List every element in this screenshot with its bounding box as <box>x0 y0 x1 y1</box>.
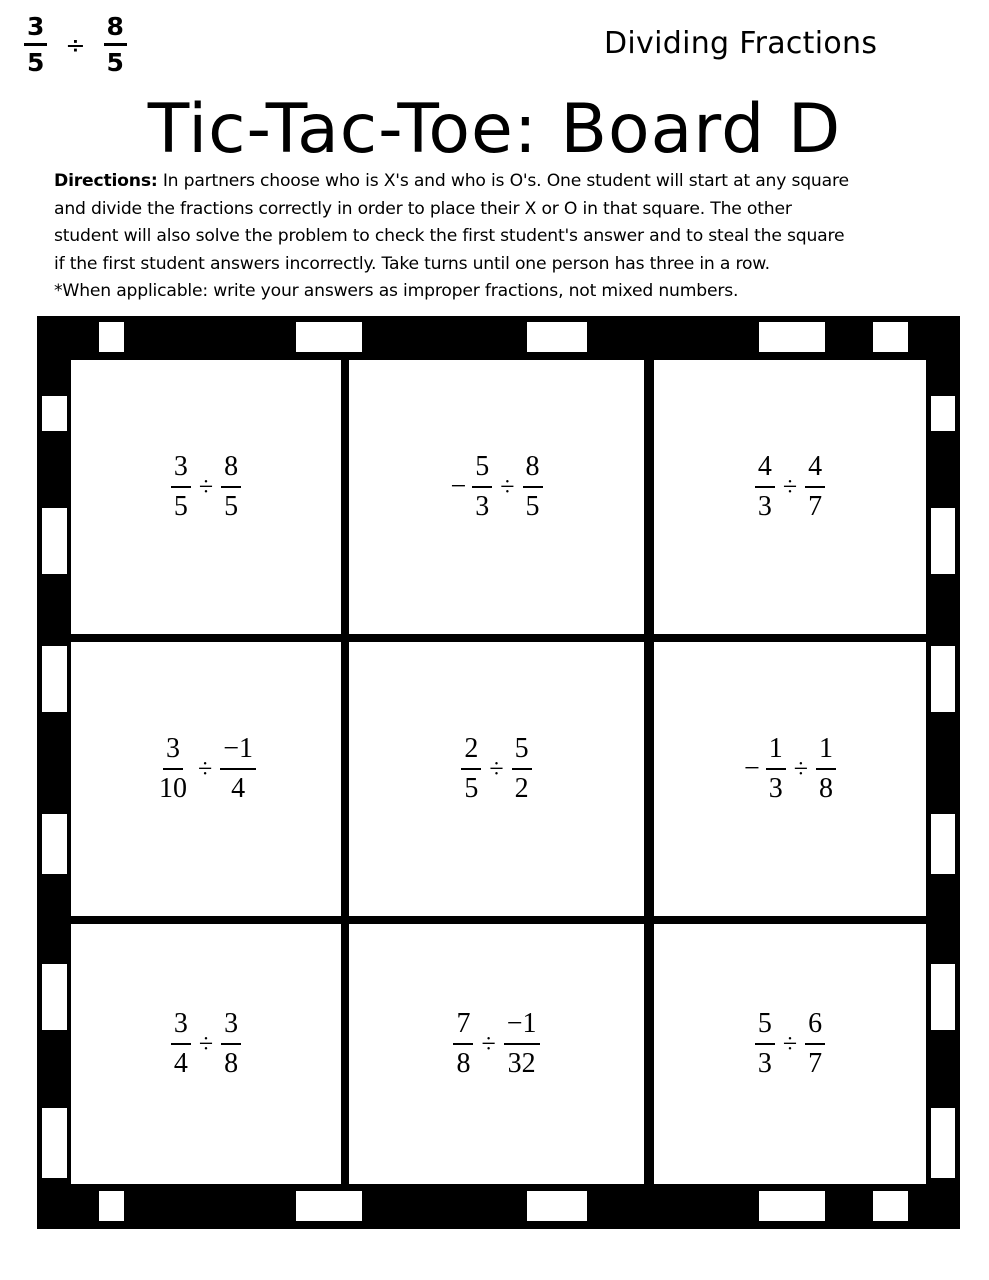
divisor-fraction <box>504 1010 540 1078</box>
numerator: 4 <box>805 453 825 488</box>
logo-fraction <box>24 14 127 75</box>
dividend-fraction <box>461 735 481 803</box>
directions-line: if the first student answers incorrectly. Take turns until one person has three in a row. <box>54 253 770 274</box>
divisor-fraction <box>816 735 836 803</box>
divisor-fraction <box>221 453 241 521</box>
border-slot <box>873 322 908 352</box>
denominator: 5 <box>464 773 479 804</box>
denominator: 32 <box>507 1048 536 1079</box>
denominator: 3 <box>475 491 490 522</box>
board-cell[interactable] <box>654 642 926 916</box>
denominator: 4 <box>173 1048 188 1079</box>
division-sign: ÷ <box>500 472 515 501</box>
dividend-fraction <box>156 735 190 803</box>
denominator: 2 <box>514 773 529 804</box>
division-sign: ÷ <box>198 472 214 501</box>
board-cell[interactable] <box>349 924 644 1184</box>
division-problem <box>171 453 241 521</box>
denominator: 5 <box>224 491 239 522</box>
numerator: 3 <box>221 1010 241 1045</box>
border-slot <box>99 1191 124 1221</box>
denominator: 3 <box>757 1048 772 1079</box>
numerator: 3 <box>163 735 183 770</box>
directions-line <box>54 168 964 196</box>
border-slot <box>42 814 67 874</box>
division-sign: ÷ <box>198 1029 214 1058</box>
denominator: 5 <box>27 48 45 77</box>
directions-line: *When applicable: write your answers as improper fractions, not mixed numbers. <box>54 281 739 301</box>
numerator: 2 <box>461 735 481 770</box>
dividend-fraction <box>766 735 786 803</box>
border-slot <box>931 508 955 574</box>
numerator: 5 <box>472 453 492 488</box>
directions <box>54 168 964 306</box>
border-slot <box>931 646 955 712</box>
division-sign: ÷ <box>197 754 213 783</box>
border-slot <box>873 1191 908 1221</box>
denominator: 5 <box>173 491 188 522</box>
numerator: 3 <box>171 453 191 488</box>
directions-label: Directions: <box>54 171 158 191</box>
division-problem <box>461 735 531 803</box>
numerator: 8 <box>104 14 127 46</box>
numerator: 7 <box>453 1010 473 1045</box>
denominator: 8 <box>456 1048 471 1079</box>
divisor-fraction <box>805 1010 825 1078</box>
border-slot <box>931 814 955 874</box>
division-problem <box>450 453 542 521</box>
denominator: 3 <box>757 491 772 522</box>
directions-line: student will also solve the problem to check the first student's answer and to steal the square <box>54 226 845 246</box>
divisor-fraction <box>805 453 825 521</box>
denominator: 3 <box>768 773 783 804</box>
numerator: −1 <box>504 1010 540 1045</box>
divisor-fraction <box>221 1010 241 1078</box>
negative-sign: − <box>743 753 760 784</box>
divisor-fraction <box>220 735 256 803</box>
dividend-fraction <box>171 1010 191 1078</box>
denominator: 5 <box>525 491 540 522</box>
border-slot <box>931 1108 955 1178</box>
numerator: −1 <box>220 735 256 770</box>
division-problem <box>156 735 256 803</box>
denominator: 7 <box>808 491 823 522</box>
dividend-fraction <box>453 1010 473 1078</box>
numerator: 3 <box>171 1010 191 1045</box>
board-cell[interactable] <box>349 642 644 916</box>
dividend-fraction <box>171 453 191 521</box>
border-slot <box>42 964 67 1030</box>
border-slot <box>42 1108 67 1178</box>
board-cell[interactable] <box>71 924 341 1184</box>
numerator: 5 <box>755 1010 775 1045</box>
border-slot <box>42 508 67 574</box>
denominator: 10 <box>158 773 187 804</box>
tic-tac-toe-board <box>37 316 960 1229</box>
denominator: 4 <box>231 773 246 804</box>
division-sign: ÷ <box>782 472 798 501</box>
subject-heading: Dividing Fractions <box>604 26 878 61</box>
directions-text: In partners choose who is X's and who is O's. One student will start at any square <box>162 171 849 191</box>
border-slot <box>759 1191 825 1221</box>
dividend-fraction <box>755 453 775 521</box>
border-slot <box>759 322 825 352</box>
divisor-fraction <box>512 735 532 803</box>
division-sign: ÷ <box>793 754 809 783</box>
numerator: 5 <box>512 735 532 770</box>
division-problem <box>755 1010 825 1078</box>
border-slot <box>99 322 124 352</box>
denominator: 8 <box>819 773 834 804</box>
numerator: 1 <box>766 735 786 770</box>
logo-fraction-1 <box>24 14 47 75</box>
board-cell[interactable] <box>654 360 926 634</box>
border-slot <box>42 396 67 431</box>
denominator: 8 <box>224 1048 239 1079</box>
numerator: 8 <box>523 453 543 488</box>
division-sign: ÷ <box>782 1029 798 1058</box>
logo-fraction-2 <box>104 14 127 75</box>
division-problem <box>171 1010 241 1078</box>
board-cell[interactable] <box>71 360 341 634</box>
denominator: 5 <box>106 48 124 77</box>
negative-sign: − <box>450 471 467 502</box>
numerator: 6 <box>805 1010 825 1045</box>
denominator: 7 <box>808 1048 823 1079</box>
page-title: Tic-Tac-Toe: Board D <box>147 90 842 169</box>
dividend-fraction <box>755 1010 775 1078</box>
border-slot <box>42 646 67 712</box>
border-slot <box>931 396 955 431</box>
border-slot <box>296 1191 362 1221</box>
board-cell[interactable] <box>654 924 926 1184</box>
border-slot <box>527 1191 587 1221</box>
board-cell[interactable] <box>71 642 341 916</box>
numerator: 3 <box>24 14 47 46</box>
numerator: 4 <box>755 453 775 488</box>
division-sign: ÷ <box>489 754 504 783</box>
border-slot <box>931 964 955 1030</box>
border-slot <box>296 322 362 352</box>
division-problem <box>453 1010 539 1078</box>
divisor-fraction <box>523 453 543 521</box>
division-problem <box>755 453 825 521</box>
dividend-fraction <box>472 453 492 521</box>
division-sign: ÷ <box>65 30 86 59</box>
numerator: 1 <box>816 735 836 770</box>
border-slot <box>527 322 587 352</box>
directions-line: and divide the fractions correctly in order to place their X or O in that square. The other <box>54 198 792 219</box>
division-sign: ÷ <box>481 1029 496 1058</box>
division-problem <box>744 735 836 803</box>
board-cell[interactable] <box>349 360 644 634</box>
numerator: 8 <box>221 453 241 488</box>
